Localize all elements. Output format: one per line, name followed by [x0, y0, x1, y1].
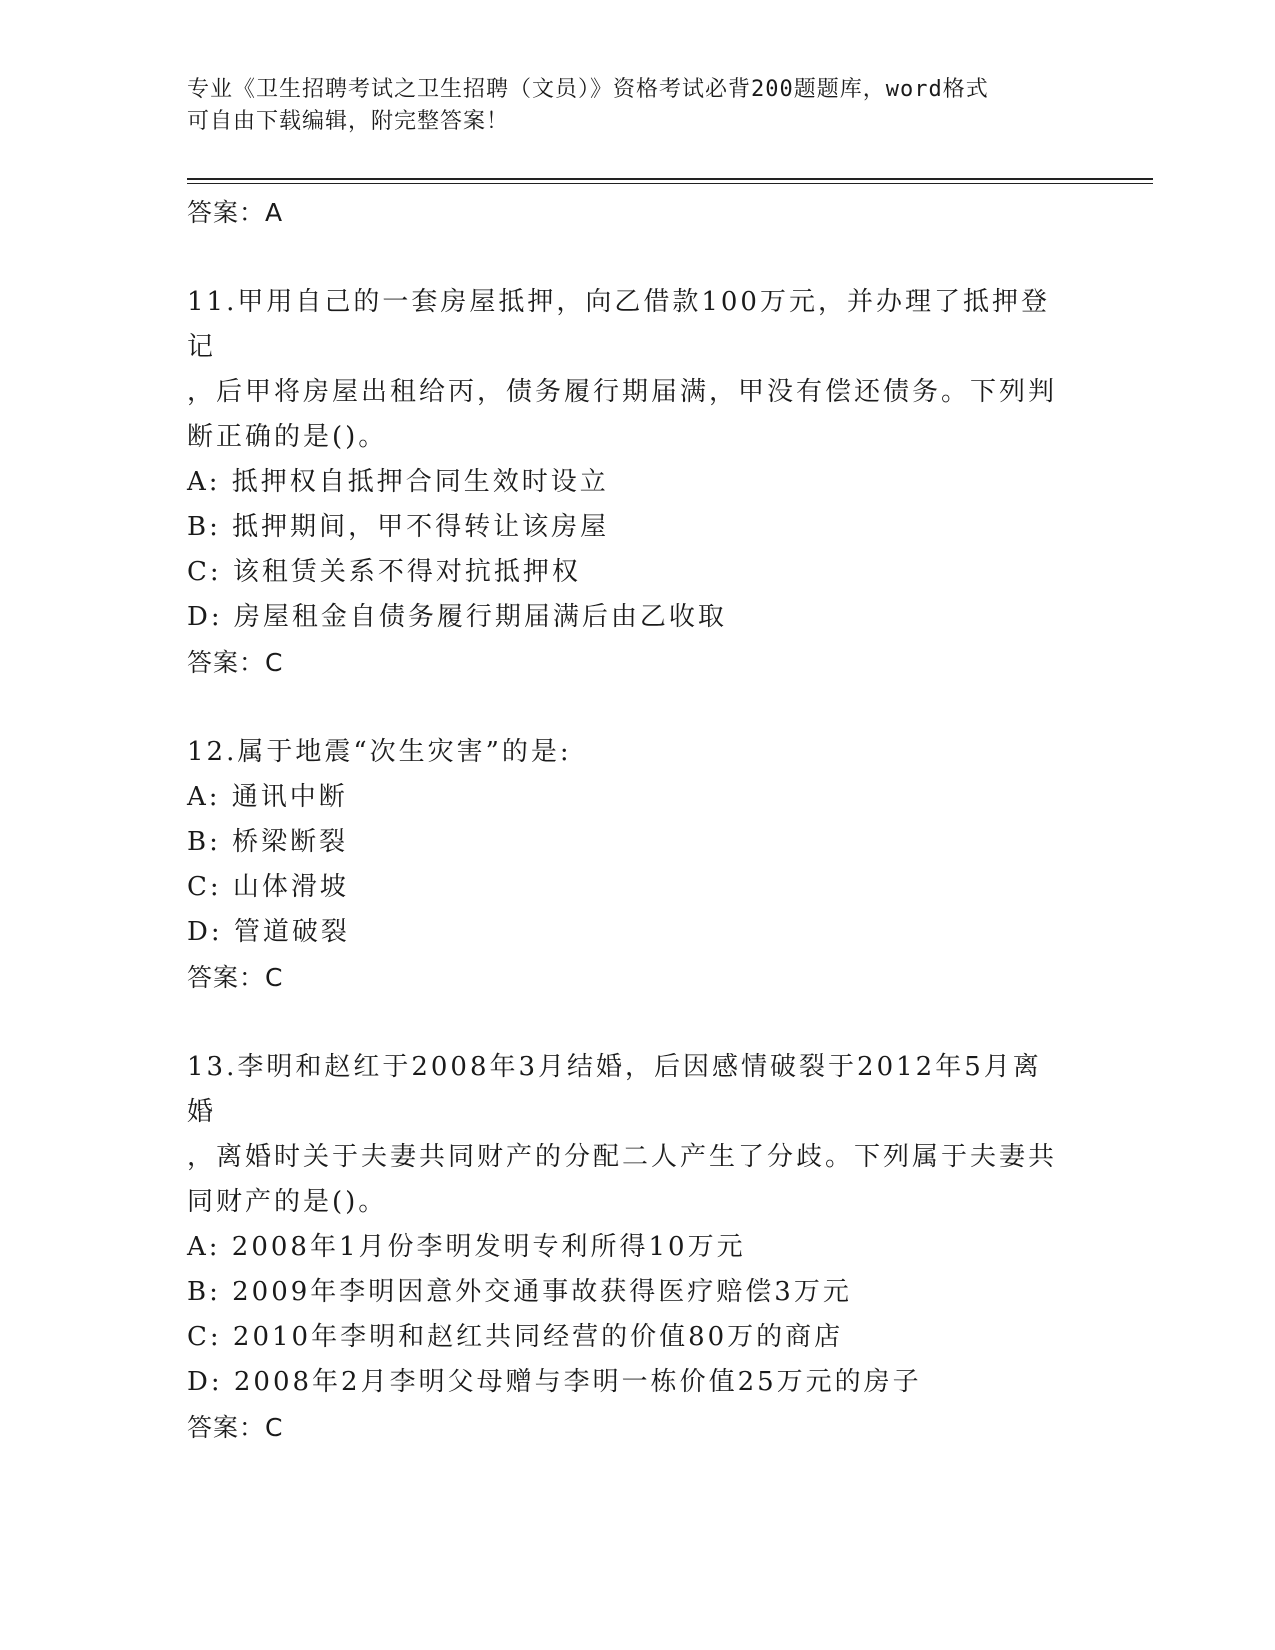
question-12 — [187, 730, 1087, 1000]
option-c: C: 2010年李明和赵红共同经营的价值80万的商店 — [187, 1322, 844, 1352]
question-text — [187, 730, 1067, 775]
answer-label: 答案：C — [187, 648, 284, 677]
document-header — [187, 74, 1067, 138]
option-d: D: 管道破裂 — [187, 917, 350, 947]
question-text — [187, 280, 1067, 460]
question-13 — [187, 1045, 1087, 1450]
question-line: 11.甲用自己的一套房屋抵押，向乙借款100万元，并办理了抵押登记 — [187, 287, 1050, 362]
question-text — [187, 1045, 1067, 1225]
document-body — [187, 190, 1087, 1450]
question-line: ，离婚时关于夫妻共同财产的分配二人产生了分歧。下列属于夫妻共 — [187, 1142, 1058, 1172]
header-line-2: 可自由下载编辑，附完整答案！ — [187, 109, 510, 134]
option-c: C: 山体滑坡 — [187, 872, 349, 902]
header-divider-thin — [187, 183, 1153, 184]
answer-label: 答案：A — [187, 198, 284, 227]
question-line: 断正确的是()。 — [187, 422, 388, 452]
question-line: ，后甲将房屋出租给丙，债务履行期届满，甲没有偿还债务。下列判 — [187, 377, 1058, 407]
answer-label: 答案：C — [187, 963, 284, 992]
option-b: B: 桥梁断裂 — [187, 827, 349, 857]
question-11 — [187, 280, 1087, 685]
option-a: A: 2008年1月份李明发明专利所得10万元 — [187, 1232, 746, 1262]
question-line: 12.属于地震“次生灾害”的是: — [187, 737, 572, 767]
option-a: A: 通讯中断 — [187, 782, 348, 812]
header-line-1: 专业《卫生招聘考试之卫生招聘（文员）》资格考试必背200题题库，word格式 — [187, 77, 989, 102]
option-c: C: 该租赁关系不得对抗抵押权 — [187, 557, 581, 587]
question-line: 同财产的是()。 — [187, 1187, 388, 1217]
option-b: B: 2009年李明因意外交通事故获得医疗赔偿3万元 — [187, 1277, 852, 1307]
option-d: D: 房屋租金自债务履行期届满后由乙收取 — [187, 602, 727, 632]
answer-label: 答案：C — [187, 1413, 284, 1442]
option-d: D: 2008年2月李明父母赠与李明一栋价值25万元的房子 — [187, 1367, 922, 1397]
question-line: 13.李明和赵红于2008年3月结婚，后因感情破裂于2012年5月离婚 — [187, 1052, 1042, 1127]
header-divider-thick — [187, 178, 1153, 180]
option-a: A: 抵押权自抵押合同生效时设立 — [187, 467, 609, 497]
option-b: B: 抵押期间，甲不得转让该房屋 — [187, 512, 610, 542]
